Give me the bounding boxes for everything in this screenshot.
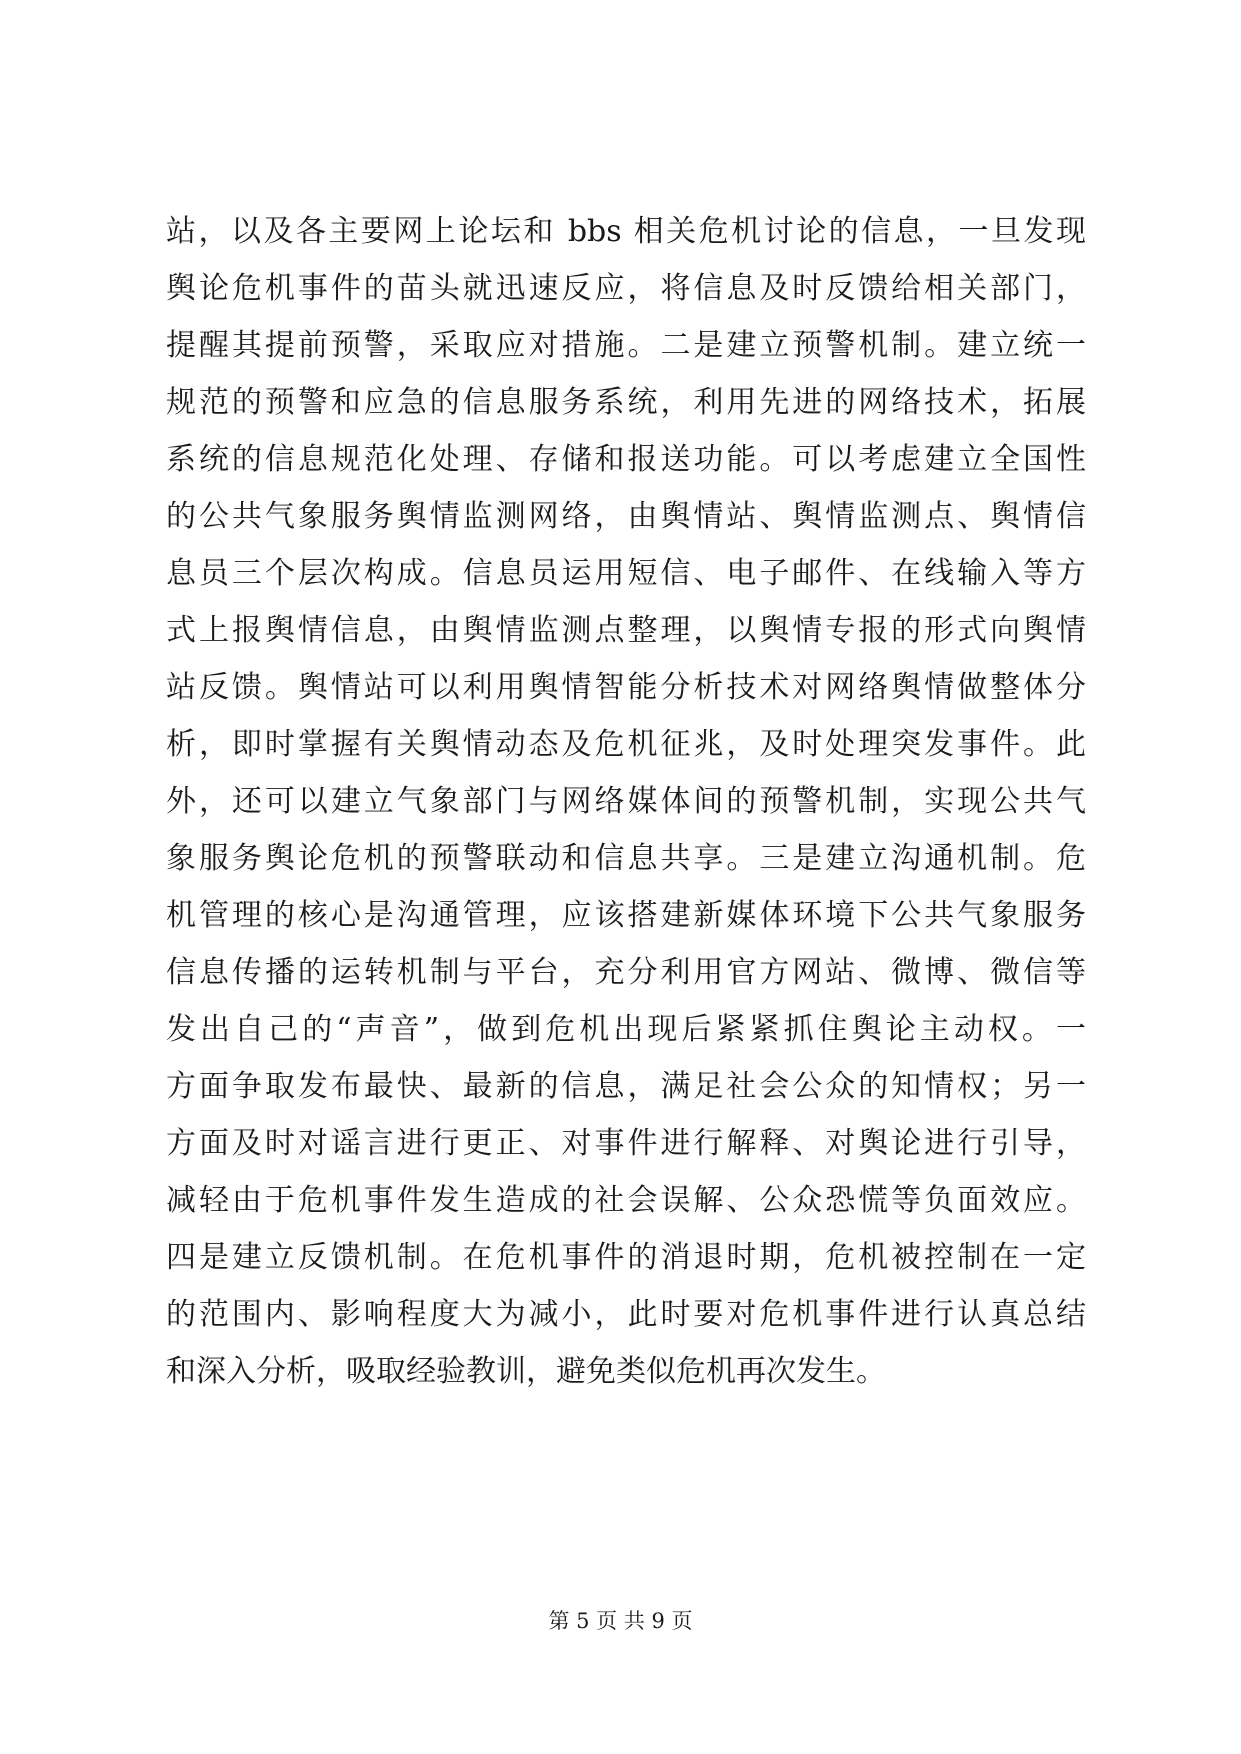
text-line: 提醒其提前预警，采取应对措施。二是建立预警机制。建立统一 — [166, 328, 1086, 363]
text-line: 四是建立反馈机制。在危机事件的消退时期，危机被控制在一定 — [166, 1240, 1086, 1275]
text-line: 息员三个层次构成。信息员运用短信、电子邮件、在线输入等方 — [166, 556, 1086, 591]
text-line: 象服务舆论危机的预警联动和信息共享。三是建立沟通机制。危 — [166, 841, 1086, 876]
text-line: 方面及时对谣言进行更正、对事件进行解释、对舆论进行引导， — [166, 1126, 1086, 1161]
text-line: 信息传播的运转机制与平台，充分利用官方网站、微博、微信等 — [166, 955, 1086, 990]
text-line: 的公共气象服务舆情监测网络，由舆情站、舆情监测点、舆情信 — [166, 499, 1086, 534]
text-line: 式上报舆情信息，由舆情监测点整理，以舆情专报的形式向舆情 — [166, 613, 1086, 648]
text-line: 减轻由于危机事件发生造成的社会误解、公众恐慌等负面效应。 — [166, 1183, 1086, 1218]
text-line: 系统的信息规范化处理、存储和报送功能。可以考虑建立全国性 — [166, 442, 1086, 477]
text-line: 站，以及各主要网上论坛和 bbs 相关危机讨论的信息，一旦发现 — [166, 214, 1086, 249]
text-line: 析，即时掌握有关舆情动态及危机征兆，及时处理突发事件。此 — [166, 727, 1086, 762]
text-line: 站反馈。舆情站可以利用舆情智能分析技术对网络舆情做整体分 — [166, 670, 1086, 705]
text-line: 舆论危机事件的苗头就迅速反应，将信息及时反馈给相关部门， — [166, 271, 1086, 306]
text-line: 规范的预警和应急的信息服务系统，利用先进的网络技术，拓展 — [166, 385, 1086, 420]
page-footer: 第 5 页 共 9 页 — [548, 1609, 693, 1633]
text-line-last: 和深入分析，吸取经验教训，避免类似危机再次发生。 — [166, 1354, 886, 1389]
text-line: 机管理的核心是沟通管理，应该搭建新媒体环境下公共气象服务 — [166, 898, 1086, 933]
text-line: 发出自己的“声音”，做到危机出现后紧紧抓住舆论主动权。一 — [166, 1012, 1086, 1047]
text-line: 方面争取发布最快、最新的信息，满足社会公众的知情权；另一 — [166, 1069, 1086, 1104]
text-line: 的范围内、影响程度大为减小，此时要对危机事件进行认真总结 — [166, 1297, 1086, 1332]
text-line: 外，还可以建立气象部门与网络媒体间的预警机制，实现公共气 — [166, 784, 1086, 819]
